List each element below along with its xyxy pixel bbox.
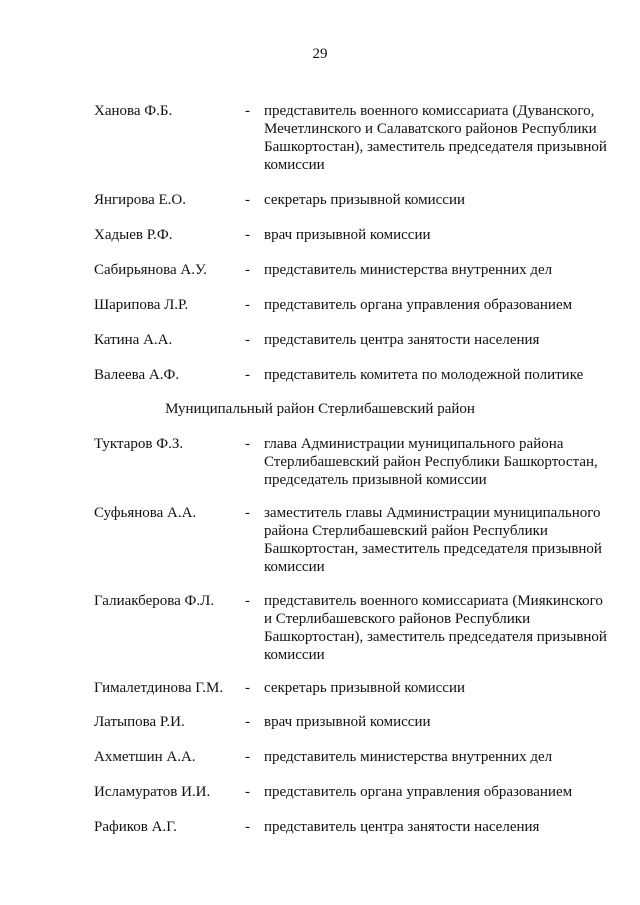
dash-separator: -	[245, 749, 250, 765]
dash-separator: -	[245, 367, 250, 383]
dash-separator: -	[245, 593, 250, 609]
member-role: врач призывной комиссии	[264, 227, 431, 243]
member-name: Туктаров Ф.З.	[94, 436, 184, 452]
member-role: представитель центра занятости населения	[264, 819, 540, 835]
member-role: представитель органа управления образованием	[264, 297, 573, 313]
member-role: представитель министерства внутренних дел	[264, 262, 553, 278]
member-name: Янгирова Е.О.	[94, 192, 186, 208]
dash-separator: -	[245, 819, 250, 835]
member-role: представитель центра занятости населения	[264, 332, 540, 348]
member-name: Галиакберова Ф.Л.	[94, 593, 215, 609]
member-role: представитель комитета по молодежной политике	[264, 367, 584, 383]
member-role: врач призывной комиссии	[264, 714, 431, 730]
member-name: Валеева А.Ф.	[94, 367, 180, 383]
member-name: Рафиков А.Г.	[94, 819, 177, 835]
member-role: секретарь призывной комиссии	[264, 192, 466, 208]
member-name: Гималетдинова Г.М.	[94, 680, 224, 696]
dash-separator: -	[245, 103, 250, 119]
member-role: секретарь призывной комиссии	[264, 680, 466, 696]
member-name: Ахметшин А.А.	[94, 749, 196, 765]
dash-separator: -	[245, 227, 250, 243]
member-name: Исламуратов И.И.	[94, 784, 211, 800]
member-name: Суфьянова А.А.	[94, 505, 197, 521]
member-name: Латыпова Р.И.	[94, 714, 185, 730]
member-role: глава Администрации муниципального района Стерлибашевский район Республики Башкортостан, председатель призывной комиссии	[264, 436, 598, 488]
dash-separator: -	[245, 714, 250, 730]
dash-separator: -	[245, 262, 250, 278]
member-name: Ханова Ф.Б.	[94, 103, 173, 119]
page-number: 29	[312, 46, 328, 62]
dash-separator: -	[245, 680, 250, 696]
dash-separator: -	[245, 297, 250, 313]
member-role: представитель военного комиссариата (Миякинского и Стерлибашевского районов Республики Башкортостан), заместитель председателя призывной комиссии	[264, 593, 607, 663]
member-role: представитель министерства внутренних дел	[264, 749, 553, 765]
member-name: Сабирьянова А.У.	[94, 262, 207, 278]
dash-separator: -	[245, 505, 250, 521]
member-name: Хадыев Р.Ф.	[94, 227, 173, 243]
dash-separator: -	[245, 436, 250, 452]
member-name: Шарипова Л.Р.	[94, 297, 189, 313]
dash-separator: -	[245, 192, 250, 208]
section-heading: Муниципальный район Стерлибашевский район	[165, 401, 475, 417]
member-name: Катина А.А.	[94, 332, 173, 348]
member-role: представитель органа управления образованием	[264, 784, 573, 800]
member-role: представитель военного комиссариата (Дуванского, Мечетлинского и Салаватского районов Республики Башкортостан), заместитель председателя призывной комиссии	[264, 103, 607, 173]
dash-separator: -	[245, 332, 250, 348]
member-role: заместитель главы Администрации муниципального района Стерлибашевский район Республики Башкортостан, заместитель председателя призывной комиссии	[264, 505, 602, 575]
dash-separator: -	[245, 784, 250, 800]
